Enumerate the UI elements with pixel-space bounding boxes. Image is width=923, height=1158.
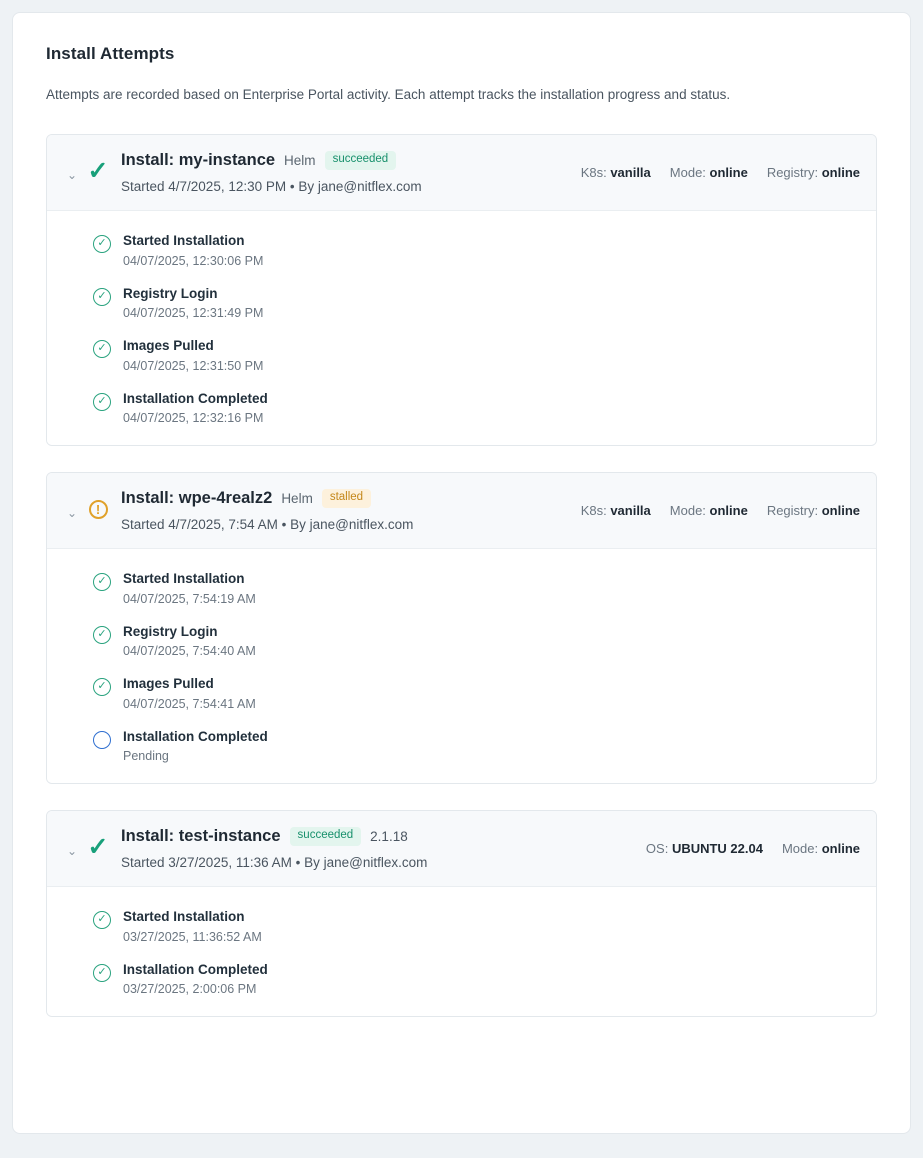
warning-glyph: ! <box>89 500 108 519</box>
step-time: 03/27/2025, 11:36:52 AM <box>123 929 262 944</box>
meta-value: online <box>821 503 860 519</box>
meta-item <box>767 503 860 518</box>
attempt-header[interactable] <box>47 135 876 211</box>
attempt-subtitle: Started 4/7/2025, 7:54 AM • By jane@nitflex.com <box>121 517 414 533</box>
step-time: Pending <box>123 749 169 764</box>
step-text <box>123 391 268 426</box>
step-time: 03/27/2025, 2:00:06 PM <box>123 982 257 997</box>
check-icon <box>87 832 109 861</box>
step-time: 04/07/2025, 7:54:19 AM <box>123 591 256 606</box>
step-row <box>93 286 860 321</box>
attempt-subtitle: Started 4/7/2025, 12:30 PM • By jane@nitflex.com <box>121 179 422 194</box>
step-text <box>123 729 268 764</box>
page-title: Install Attempts <box>46 44 175 63</box>
meta-item <box>670 503 748 518</box>
meta-label: K8s: <box>580 165 611 180</box>
attempt-header[interactable] <box>47 473 876 549</box>
attempt-steps <box>47 211 876 445</box>
check-circle-icon: ✓ <box>93 393 111 411</box>
chevron-down-icon[interactable]: ⌄ <box>67 168 78 182</box>
pending-circle-icon <box>93 731 111 749</box>
check-circle-icon: ✓ <box>93 626 111 644</box>
meta-item <box>767 165 860 180</box>
step-label: Images Pulled <box>123 338 214 354</box>
attempt-subtitle: Started 3/27/2025, 11:36 AM • By jane@nitflex.com <box>121 855 428 871</box>
attempt-card <box>46 810 877 1017</box>
step-text <box>123 233 263 268</box>
step-label: Registry Login <box>123 623 218 639</box>
meta-item <box>581 503 651 518</box>
step-label: Installation Completed <box>123 728 268 744</box>
page-subtitle: Attempts are recorded based on Enterprise Portal activity. Each attempt tracks the installation progress and status. <box>46 87 731 102</box>
step-row <box>93 962 860 997</box>
chevron-down-icon[interactable]: ⌄ <box>67 844 78 859</box>
status-badge: succeeded <box>325 151 397 170</box>
attempt-card <box>46 472 877 784</box>
attempt-title: Install: wpe-4realz2 <box>121 489 273 508</box>
step-row <box>93 729 860 764</box>
step-time: 04/07/2025, 12:31:49 PM <box>123 306 264 321</box>
chevron-down-icon[interactable]: ⌄ <box>67 506 78 521</box>
attempts-list <box>46 134 877 1017</box>
meta-item <box>646 841 763 856</box>
meta-item <box>581 165 651 180</box>
attempt-title: Install: my-instance <box>121 151 276 169</box>
check-circle-icon: ✓ <box>93 573 111 591</box>
meta-value: online <box>709 165 748 180</box>
meta-label: Mode: <box>781 841 822 857</box>
step-time: 04/07/2025, 12:30:06 PM <box>123 253 264 268</box>
attempt-title-row <box>121 827 628 846</box>
check-circle-icon: ✓ <box>93 288 111 306</box>
meta-value: UBUNTU 22.04 <box>671 841 763 857</box>
attempt-steps <box>47 549 876 783</box>
attempt-kind: Helm <box>284 153 316 168</box>
step-label: Installation Completed <box>123 961 268 977</box>
install-attempts-panel <box>12 12 911 1134</box>
step-time: 04/07/2025, 7:54:41 AM <box>123 696 256 711</box>
meta-value: online <box>709 503 748 519</box>
step-row <box>93 338 860 373</box>
attempt-meta <box>563 503 860 518</box>
step-text <box>123 676 256 711</box>
status-badge: stalled <box>322 489 371 508</box>
check-circle-icon: ✓ <box>93 235 111 253</box>
check-icon <box>87 156 109 185</box>
attempt-header-main <box>121 825 628 870</box>
check-glyph: ✓ <box>87 156 109 185</box>
step-label: Started Installation <box>123 909 245 925</box>
attempt-steps <box>47 887 876 1016</box>
step-row <box>93 624 860 659</box>
attempt-meta <box>563 165 860 180</box>
attempt-meta <box>628 841 860 856</box>
meta-label: Mode: <box>669 503 710 519</box>
step-row <box>93 676 860 711</box>
meta-value: vanilla <box>610 165 651 180</box>
meta-value: vanilla <box>610 503 651 519</box>
meta-label: Mode: <box>669 165 710 180</box>
step-time: 04/07/2025, 12:32:16 PM <box>123 411 264 426</box>
step-row <box>93 909 860 944</box>
attempt-title-row <box>121 151 563 170</box>
step-label: Registry Login <box>123 285 218 301</box>
meta-item <box>782 841 860 856</box>
check-circle-icon: ✓ <box>93 911 111 929</box>
step-label: Started Installation <box>123 571 245 587</box>
meta-item <box>670 165 748 180</box>
attempt-header[interactable] <box>47 811 876 887</box>
check-circle-icon: ✓ <box>93 964 111 982</box>
step-row <box>93 233 860 268</box>
meta-value: online <box>821 165 860 180</box>
attempt-card <box>46 134 877 446</box>
meta-label: Registry: <box>766 165 822 180</box>
meta-value: online <box>821 841 860 857</box>
step-text <box>123 571 256 606</box>
meta-label: K8s: <box>580 503 611 519</box>
attempt-kind: Helm <box>281 491 313 507</box>
step-text <box>123 338 263 373</box>
attempt-version: 2.1.18 <box>370 829 408 845</box>
attempt-header-main <box>121 487 563 532</box>
attempt-header-main <box>121 149 563 194</box>
step-text <box>123 624 256 659</box>
step-row <box>93 571 860 606</box>
step-label: Started Installation <box>123 233 245 248</box>
step-text <box>123 962 268 997</box>
meta-label: Registry: <box>766 503 822 519</box>
attempt-title: Install: test-instance <box>121 827 281 846</box>
step-row <box>93 391 860 426</box>
step-text <box>123 286 263 321</box>
check-circle-icon: ✓ <box>93 340 111 358</box>
step-label: Installation Completed <box>123 390 268 406</box>
step-text <box>123 909 262 944</box>
check-circle-icon: ✓ <box>93 678 111 696</box>
status-badge: succeeded <box>290 827 362 846</box>
meta-label: OS: <box>645 841 672 857</box>
warning-icon <box>87 498 109 520</box>
step-time: 04/07/2025, 12:31:50 PM <box>123 358 264 373</box>
step-time: 04/07/2025, 7:54:40 AM <box>123 644 256 659</box>
attempt-title-row <box>121 489 563 508</box>
step-label: Images Pulled <box>123 676 214 692</box>
check-glyph: ✓ <box>87 832 109 861</box>
